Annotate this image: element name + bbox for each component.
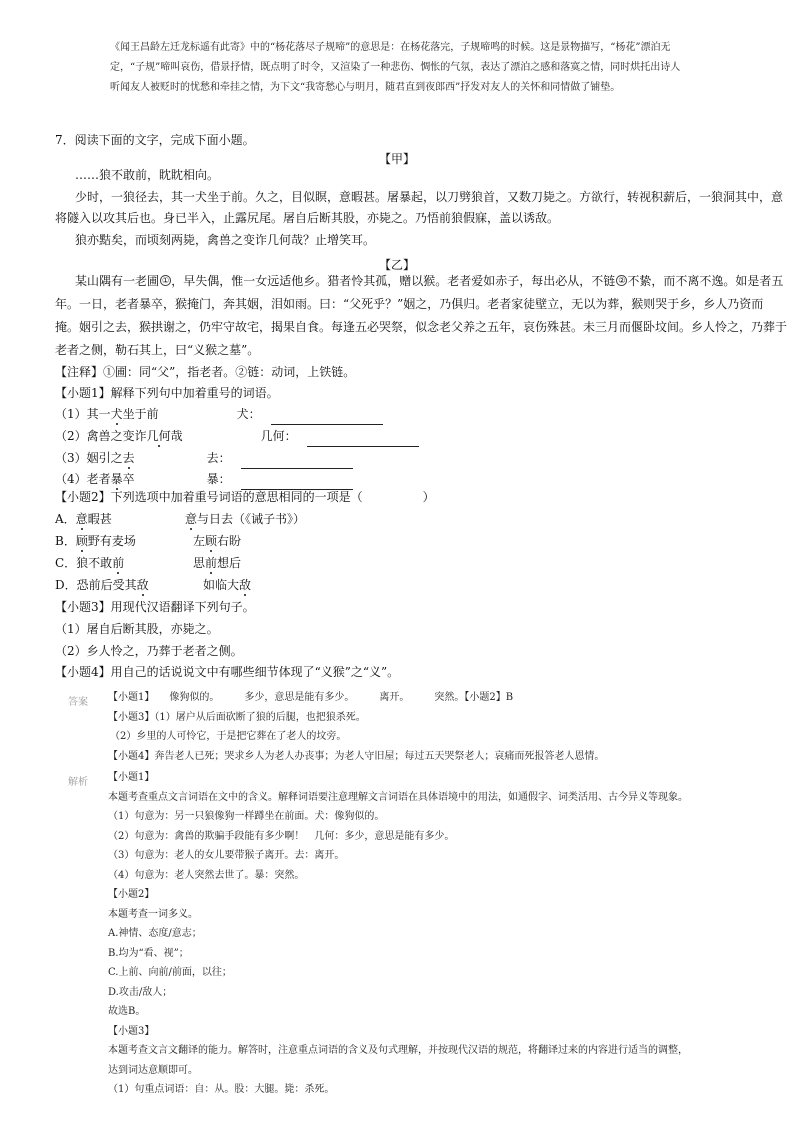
option-d[interactable] — [55, 574, 149, 596]
analysis-line: D.攻击/敌人； — [108, 986, 173, 998]
analysis-line: 【小题1】 — [108, 772, 155, 783]
analysis-block — [108, 768, 688, 1100]
analysis-line: B.均为“看、视”； — [108, 947, 189, 959]
subquestion-4-title: 【小题4】用自己的话说说文中有哪些细节体现了“义猴”之“义”。 — [55, 665, 400, 679]
emphasis-word: 敌 — [136, 578, 149, 592]
answer-label: 犬： — [236, 407, 261, 421]
emphasis-word: 几何 — [146, 429, 171, 443]
yi-text: 不絷，而不离不逸。如是者五 — [627, 274, 784, 288]
option-text: 野有麦场 — [87, 534, 136, 548]
analysis-line: 故选B。 — [108, 1006, 146, 1017]
subquestion-3-title: 【小题3】用现代汉语翻译下列句子。 — [55, 600, 255, 614]
yi-text: ，早失偶，惟一女远适他乡。猎者怜其孤，赠以猴。老者爱如赤子，每出必从，不链 — [171, 274, 616, 288]
option-text: 思 — [193, 556, 206, 570]
analysis-line: C.上前、向前/前面，以往； — [108, 967, 232, 978]
subquestion-2-title: 【小题2】下列选项中加着重号词语的意思相同的一项是（ ） — [55, 490, 435, 504]
answer-line: 【小题1】 像狗似的。 多少，意思是能有多少。 离开。 突然。【小题2】B — [108, 692, 514, 703]
intro-line: 《闻王昌龄左迁龙标遥有此寄》中的“杨花落尽子规啼”的意思是：在杨花落完，子规啼鸣的时候。这是景物描写，“杨花”漂泊无 — [110, 42, 671, 53]
option-a[interactable] — [55, 508, 112, 530]
intro-line: 定，“子规”啼叫哀伤，借景抒情，既点明了时令，又渲染了一种悲伤、惆怅的气氛，表达了漂泊之感和落寞之情，同时烘托出诗人 — [110, 62, 681, 73]
option-text: 右盼 — [217, 534, 242, 548]
emphasis-word: 意 — [75, 512, 88, 526]
analysis-line: 【小题3】 — [108, 1025, 155, 1037]
subquestion-1-item — [55, 447, 353, 469]
item-text: 坐于前 — [122, 407, 159, 421]
analysis-line: 本题考查重点文言词语在文中的含义。解释词语要注意理解文言词语在具体语境中的用法，如通假字、词类活用、古今异义等现象。 — [108, 791, 688, 803]
analysis-line: A.神情、态度/意志； — [108, 928, 202, 939]
item-text: （4）老者 — [55, 472, 111, 486]
option-text: D．恐前后受其 — [55, 578, 137, 592]
yi-line-2: 年。一日，老者暴卒，猴掩门，奔其姻，泪如雨。曰：“父死乎？”姻之，乃俱归。老者家徒壁立，无以为葬，猴则哭于乡，乡人乃资而 — [55, 297, 764, 311]
emphasis-word: 前 — [112, 556, 125, 570]
subquestion-3-item: （1）屠自后断其股，亦毙之。 — [55, 622, 219, 636]
emphasis-word: 前 — [205, 556, 218, 570]
footnote-marker-1: ① — [162, 276, 170, 285]
item-text: （2）禽兽之变诈 — [55, 429, 147, 443]
option-text: C．狼不敢 — [55, 556, 113, 570]
jia-paragraph-2b: 将隧入以攻其后也。身已半入，止露尻尾。屠自后断其股，亦毙之。乃悟前狼假寐，盖以诱敌。 — [55, 211, 560, 225]
yi-line-1 — [75, 270, 783, 292]
subquestion-1-title: 【小题1】解释下列句中加着重号的词语。 — [55, 386, 279, 400]
answer-label: 几何： — [260, 429, 297, 443]
question-title: 7．阅读下面的文字，完成下面小题。 — [55, 133, 255, 147]
option-text: 如临大 — [203, 578, 240, 592]
emphasis-word: 顾 — [205, 534, 218, 548]
subquestion-1-item — [55, 403, 383, 425]
answer-label: 去： — [206, 451, 231, 465]
jia-paragraph-3: 狼亦黠矣，而顷刻两毙，禽兽之变诈几何哉？止增笑耳。 — [75, 233, 376, 247]
analysis-line: （4）句意为：老人突然去世了。暴：突然。 — [108, 869, 305, 881]
analysis-line: （2）句意为：禽兽的欺骗手段能有多少啊！ 几何：多少，意思是能有多少。 — [108, 830, 455, 842]
emphasis-word: 去 — [122, 451, 135, 465]
emphasis-word: 犬 — [110, 407, 123, 421]
subquestion-1-item — [55, 425, 419, 447]
answer-line: 【小题3】（1）屠户从后面砍断了狼的后腿，也把狼杀死。 — [108, 711, 366, 723]
section-label-jia: 【甲】 — [378, 152, 415, 166]
answer-blank[interactable] — [271, 412, 383, 425]
option-text: A． — [55, 512, 76, 526]
section-label-yi: 【乙】 — [378, 258, 415, 272]
emphasis-word: 顾 — [75, 534, 88, 548]
yi-line-4: 老者之侧，勒石其上，曰“义猴之墓”。 — [55, 343, 260, 357]
annotation-notes: 【注释】①圃：同“父”，指老者。②链：动词，上铁链。 — [55, 365, 356, 379]
option-text: 左 — [193, 534, 206, 548]
analysis-line: 【小题2】 — [108, 889, 155, 900]
option-b-compare — [193, 530, 241, 552]
option-text: 暇甚 — [87, 512, 112, 526]
subquestion-3-item: （2）乡人怜之，乃葬于老者之侧。 — [55, 644, 243, 658]
analysis-tag: 解析 — [68, 777, 88, 788]
option-text: 想后 — [217, 556, 242, 570]
answer-line: 【小题4】奔告老人已死；哭求乡人为老人办丧事；为老人守旧屋；每过五天哭祭老人；哀痛而死报答老人恩情。 — [108, 750, 605, 762]
option-c-compare — [193, 552, 241, 574]
answer-label: 暴： — [206, 472, 231, 486]
jia-paragraph-2a: 少时，一狼径去，其一犬坐于前。久之，目似瞑，意暇甚。屠暴起，以刀劈狼首，又数刀毙之。方欲行，转视积薪后，一狼洞其中，意 — [75, 190, 784, 204]
answer-line: （2）乡里的人可怜它，于是把它葬在了老人的坟旁。 — [110, 731, 347, 742]
answer-block — [108, 688, 604, 766]
analysis-line: 本题考查文言文翻译的能力。解答时，注意重点词语的含义及句式理解，并按现代汉语的规范，将翻译过来的内容进行适当的调整， — [108, 1045, 688, 1056]
option-b[interactable] — [55, 530, 136, 552]
item-text: （3）姻引之 — [55, 451, 123, 465]
option-d-compare — [203, 574, 251, 596]
option-c[interactable] — [55, 552, 124, 574]
yi-text: 某山隅有一老圃 — [75, 274, 160, 288]
option-text: 与日去（《诫子书》） — [197, 512, 306, 526]
emphasis-word: 意 — [185, 512, 198, 526]
option-text: B． — [55, 534, 76, 548]
answer-tag: 答案 — [68, 697, 88, 708]
emphasis-word: 敌 — [239, 578, 252, 592]
analysis-line: （1）句重点词语：自：从。股：大腿。毙：杀死。 — [108, 1084, 335, 1095]
footnote-marker-2: ② — [618, 276, 626, 285]
answer-blank[interactable] — [307, 434, 419, 447]
analysis-line: （1）句意为：另一只狼像狗一样蹲坐在前面。犬：像狗似的。 — [108, 811, 385, 822]
intro-paragraph — [110, 38, 710, 98]
item-text: （1）其一 — [55, 407, 111, 421]
option-a-compare — [185, 508, 305, 530]
item-text: 卒 — [122, 472, 135, 486]
item-text: 哉 — [170, 429, 183, 443]
analysis-line: 本题考查一词多义。 — [108, 908, 198, 920]
yi-line-3: 掩。姻引之去，猴拱谢之，仍牢守故宅，揭果自食。每逢五必哭祭，似念老父养之五年，哀伤殊甚。未三月而偃卧坟间。乡人怜之，乃葬于 — [55, 320, 788, 334]
analysis-line: 达到词达意顺即可。 — [108, 1064, 198, 1076]
emphasis-word: 暴 — [110, 472, 123, 486]
analysis-line: （3）句意为：老人的女儿要带猴子离开。去：离开。 — [108, 850, 345, 861]
jia-paragraph-1: ……狼不敢前，眈眈相向。 — [75, 168, 220, 182]
intro-line: 听闻友人被贬时的忧愁和牵挂之情，为下文“我寄愁心与明月，随君直到夜郎西”抒发对友人的关怀和同情做了铺垫。 — [110, 82, 621, 93]
